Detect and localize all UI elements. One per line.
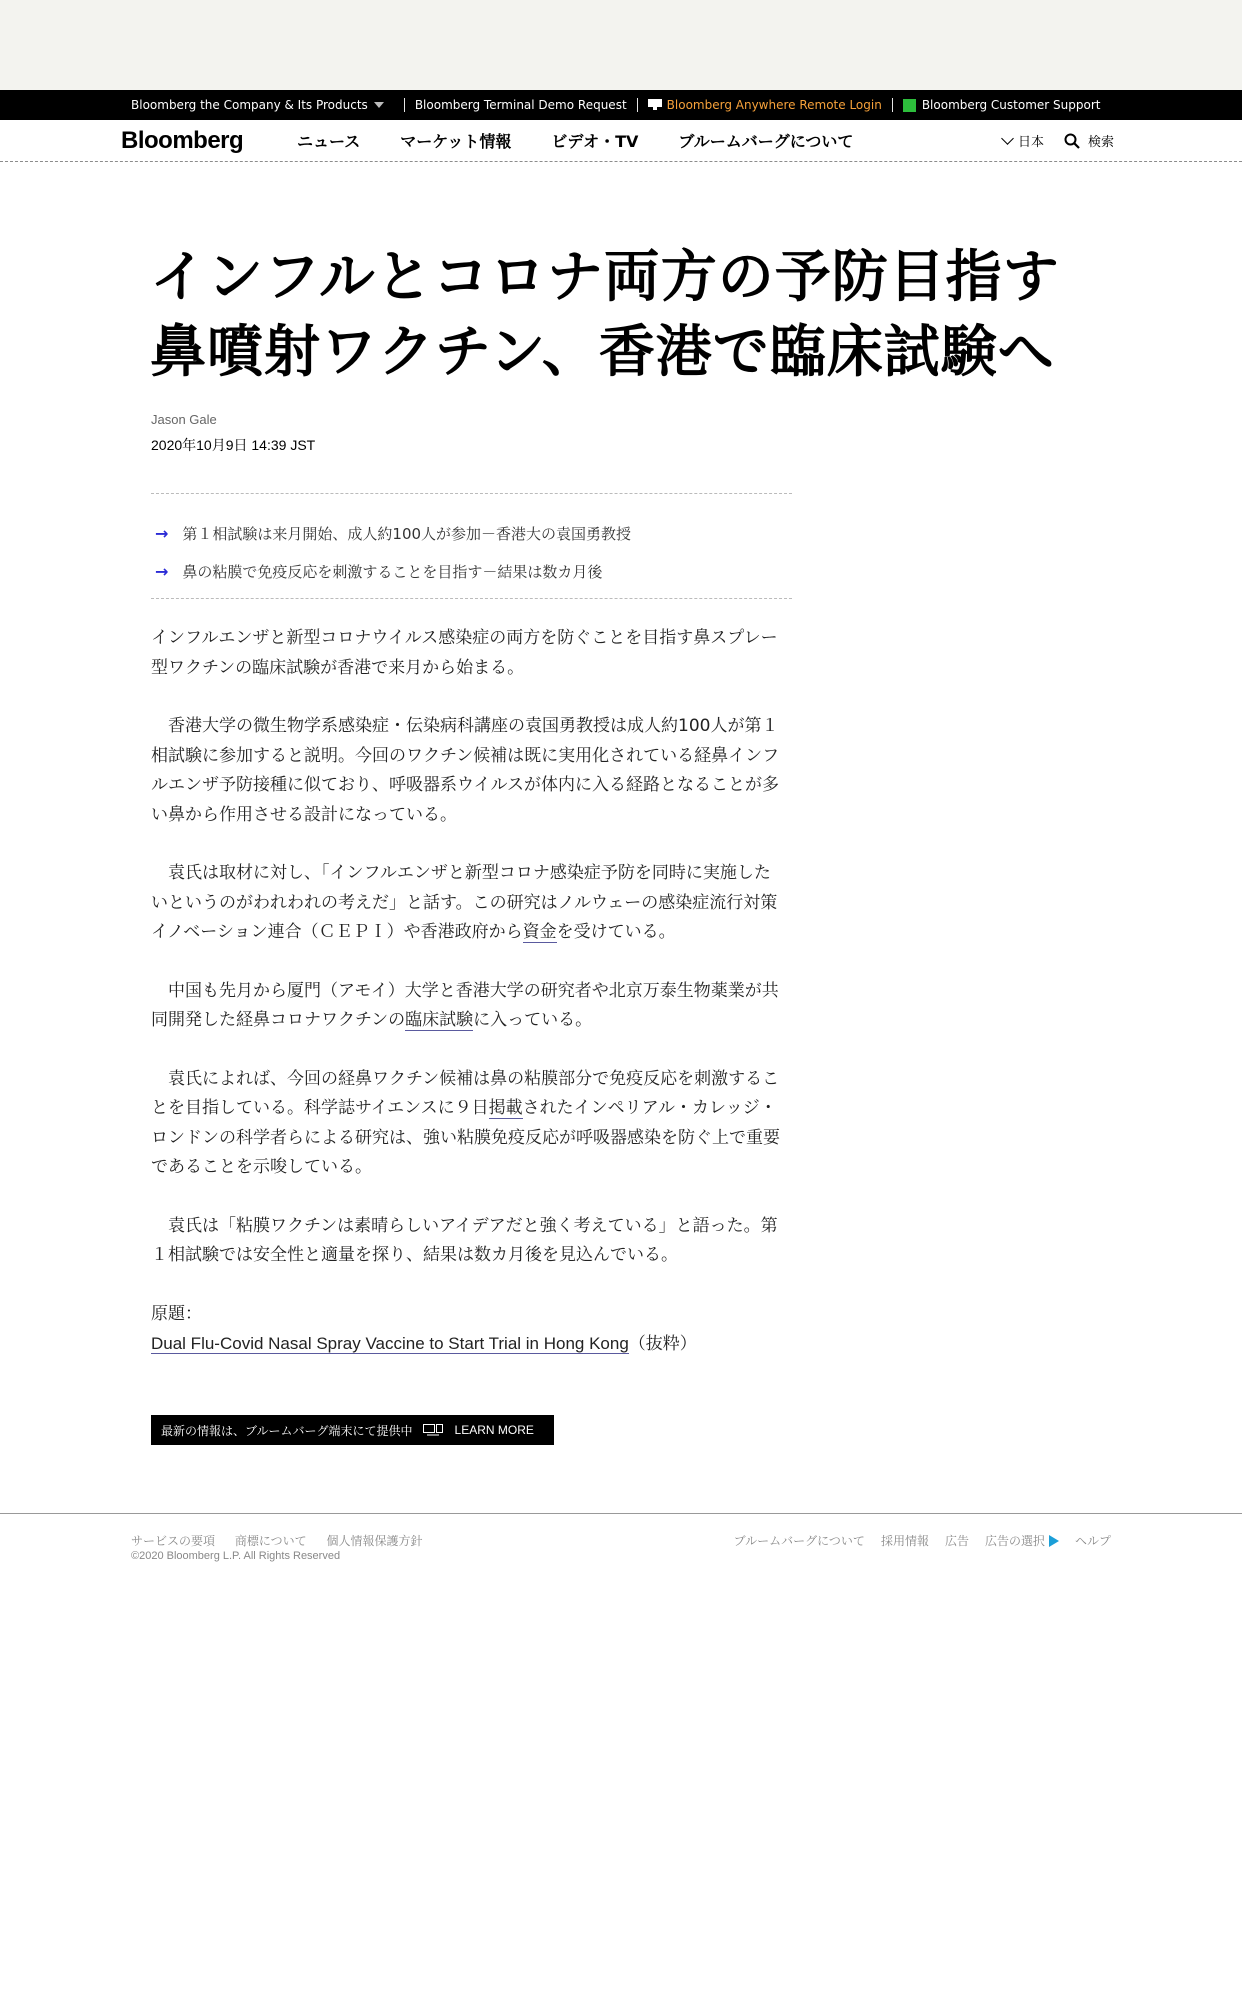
article-body <box>151 624 787 1360</box>
footer-link-help[interactable]: ヘルプ <box>1074 1534 1111 1548</box>
ad-choices-label: 広告の選択 <box>984 1534 1045 1548</box>
paragraph-text: 中国も先月から厦門（アモイ）大学と香港大学の研究者や北京万泰生物薬業が共同開発した経鼻コロナワクチンの <box>151 980 779 1030</box>
anywhere-login-link[interactable] <box>648 98 882 112</box>
nav-about[interactable]: ブルームバーグについて <box>678 132 854 151</box>
terminal-icon <box>423 1424 443 1436</box>
footer-link-careers[interactable]: 採用情報 <box>880 1534 929 1548</box>
headline-line: 鼻噴射ワクチン、香港で臨床試験へ <box>150 320 1055 385</box>
footer-link-privacy[interactable]: 個人情報保護方針 <box>326 1534 423 1548</box>
utility-bar <box>0 90 1242 120</box>
original-label: 原題： <box>151 1303 202 1324</box>
footer-link-about[interactable]: ブルームバーグについて <box>733 1534 865 1548</box>
article-summary <box>151 493 792 599</box>
bloomberg-logo[interactable]: Bloomberg <box>121 127 244 154</box>
original-article-link[interactable]: Dual Flu-Covid Nasal Spray Vaccine to Start Trial in Hong Kong <box>151 1334 629 1353</box>
divider <box>404 98 405 112</box>
divider <box>892 98 893 112</box>
footer-link-advertising[interactable]: 広告 <box>944 1534 969 1548</box>
company-products-label: Bloomberg the Company & Its Products <box>131 98 368 112</box>
learn-more-button[interactable]: LEARN MORE <box>454 1423 534 1437</box>
chevron-down-icon <box>1001 132 1014 145</box>
terminal-banner[interactable] <box>151 1415 554 1445</box>
footer <box>0 1513 1242 1614</box>
clinical-trial-link[interactable]: 臨床試験 <box>405 1010 474 1030</box>
arrow-right-icon: → <box>155 523 169 543</box>
nav-news[interactable]: ニュース <box>297 132 361 151</box>
original-title <box>151 1300 787 1360</box>
customer-support-link[interactable] <box>903 98 1101 112</box>
company-products-menu[interactable] <box>131 98 394 112</box>
search-button[interactable] <box>1064 131 1114 150</box>
paragraph <box>151 859 787 948</box>
paragraph: 香港大学の微生物学系感染症・伝染病科講座の袁国勇教授は成人約100人が第１相試験に参加すると説明。今回のワクチン候補は既に実用化されている経鼻インフルエンザ予防接種に似ており、呼吸器系ウイルスが体内に入る経路となることが多い鼻から作用させる設計になっている。 <box>151 716 780 825</box>
footer-link-trademarks[interactable]: 商標について <box>234 1534 307 1548</box>
language-label: 日本 <box>1017 135 1044 150</box>
customer-support-label: Bloomberg Customer Support <box>921 98 1101 112</box>
monitor-icon <box>648 99 662 111</box>
search-label: 検索 <box>1087 135 1114 150</box>
paragraph-text: 袁氏は取材に対し、「インフルエンザと新型コロナ感染症予防を同時に実施したいというのがわれわれの考えだ」と話す。この研究はノルウェーの感染症流行対策イノベーション連合（ＣＥＰＩ）や香港政府から <box>151 863 778 942</box>
nav-markets[interactable]: マーケット情報 <box>400 132 512 151</box>
copyright: ©2020 Bloomberg L.P. All Rights Reserved <box>131 1550 341 1562</box>
article-date: 2020年10月9日 14:39 JST <box>151 437 316 453</box>
paragraph <box>151 1065 787 1183</box>
terminal-demo-link[interactable]: Bloomberg Terminal Demo Request <box>414 98 627 112</box>
summary-item <box>151 552 792 590</box>
original-suffix: （抜粋） <box>628 1334 697 1354</box>
terminal-banner-text: 最新の情報は、ブルームバーグ端末にて提供中 <box>161 1423 413 1438</box>
main-nav <box>0 120 1242 162</box>
ad-placeholder <box>0 0 1242 90</box>
headline-line: インフルとコロナ両方の予防目指す <box>150 245 1060 310</box>
anywhere-login-label: Bloomberg Anywhere Remote Login <box>666 98 882 112</box>
nav-video-tv[interactable]: ビデオ・TV <box>551 132 639 151</box>
paragraph: 袁氏は「粘膜ワクチンは素晴らしいアイデアだと強く考えている」と語った。第１相試験では安全性と適量を探り、結果は数カ月後を見込んでいる。 <box>151 1215 778 1265</box>
language-selector[interactable] <box>1003 131 1044 150</box>
paragraph-text: に入っている。 <box>473 1010 593 1030</box>
arrow-right-icon: → <box>155 561 169 581</box>
paragraph-text: されたインペリアル・カレッジ・ロンドンの科学者らによる研究は、強い粘膜免疫反応が呼吸器感染を防ぐ上で重要であることを示唆している。 <box>151 1098 780 1177</box>
divider <box>637 98 638 112</box>
paragraph: インフルエンザと新型コロナウイルス感染症の両方を防ぐことを目指す鼻スプレー型ワクチンの臨床試験が香港で来月から始まる。 <box>151 628 778 678</box>
summary-text: 第１相試験は来月開始、成人約100人が参加－香港大の袁国勇教授 <box>182 524 632 543</box>
funding-link[interactable]: 資金 <box>522 922 557 942</box>
paragraph-text: 袁氏によれば、今回の経鼻ワクチン候補は鼻の粘膜部分で免疫反応を刺激することを目指している。科学誌サイエンスに９日 <box>151 1068 780 1118</box>
publication-link[interactable]: 掲載 <box>488 1098 523 1118</box>
caret-down-icon <box>374 102 384 108</box>
paragraph <box>151 977 787 1036</box>
summary-item <box>151 514 792 552</box>
summary-text: 鼻の粘膜で免疫反応を刺激することを目指す－結果は数カ月後 <box>182 562 603 581</box>
article-author[interactable]: Jason Gale <box>151 412 217 427</box>
article-headline <box>150 240 1140 390</box>
search-icon <box>1064 133 1080 149</box>
footer-link-ad-choices[interactable] <box>985 1532 1059 1549</box>
paragraph-text: を受けている。 <box>556 922 676 942</box>
support-icon <box>903 99 916 112</box>
adchoices-icon <box>1049 1535 1059 1547</box>
footer-link-terms[interactable]: サービスの要項 <box>131 1534 216 1548</box>
